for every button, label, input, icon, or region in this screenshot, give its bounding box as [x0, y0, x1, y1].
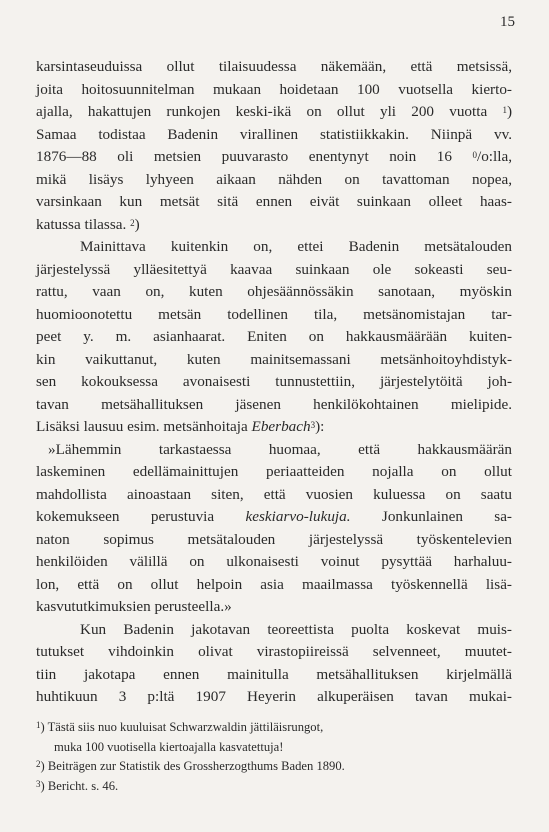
page-number: 15 [500, 14, 515, 30]
text-run: naton sopimus metsätalouden järjestelyssä työskentelevien [36, 530, 512, 548]
text-line [36, 641, 512, 664]
text-line [36, 56, 512, 79]
text-run: järjestelyssä ylläesitettyä kaavaa suinkaan ole sokeasti seu- [36, 260, 512, 278]
text-line [36, 416, 512, 439]
text-line [36, 596, 512, 619]
text-run: lon, että on ollut helpoin asia maailmassa työskennellä lisä- [36, 575, 512, 593]
text-run: kokemukseen perustuvia [36, 508, 246, 525]
text-line [36, 124, 512, 147]
text-line [36, 574, 512, 597]
text-run: mahdollista ainoastaan siten, että vuosien kuluessa on saatu [36, 485, 512, 503]
footnotes [36, 718, 512, 796]
body-text [36, 56, 512, 709]
text-run: muka 100 vuotisella kiertoajalla kasvatettuja! [54, 739, 284, 754]
text-line [36, 101, 512, 124]
text-line [36, 686, 512, 709]
text-run: Eberbach [251, 418, 311, 435]
text-line [36, 394, 512, 417]
text-run: ): [315, 418, 325, 435]
text-run: laskeminen edellämainittujen periaatteiden nojalla on ollut [36, 463, 512, 480]
text-run: tiin jakotapa ennen mainitulla metsähallituksen kirjelmällä [36, 665, 512, 683]
text-run: tutukset vihdoinkin olivat virastopiireissä selvenneet, muutet- [36, 643, 512, 660]
text-run: huomioonotettu metsän todellinen tila, metsänomistajan tar- [36, 305, 512, 323]
text-line [36, 506, 512, 529]
footnote-marker: 2 [130, 217, 135, 228]
footnote-line [36, 738, 512, 758]
text-line [36, 79, 512, 102]
text-run: Mainittava kuitenkin on, ettei Badenin metsätalouden [80, 238, 512, 255]
text-run: ) [506, 103, 512, 120]
text-line [36, 484, 512, 507]
text-run: ajalla, hakattujen runkojen keski-ikä on ollut yli 200 vuotta [36, 103, 503, 120]
text-run: ) Tästä siis nuo kuuluisat Schwarzwaldin jättiläisrungot, [40, 720, 324, 734]
text-line [36, 326, 512, 349]
text-run: katussa tilassa. [36, 215, 131, 233]
footnote-line [36, 777, 512, 797]
text-run: ) Beiträgen zur Statistik des Grossherzogthums Baden 1890. [40, 759, 345, 773]
text-run: keskiarvo-lukuja. [245, 508, 351, 525]
text-run: ) Bericht. s. 46. [40, 778, 119, 793]
text-run: joita hoitosuunnitelman mukaan hoidetaan 100 vuotsella kierto- [36, 80, 512, 98]
text-run: kasvututkimuksien perusteella.» [36, 598, 232, 615]
text-run: tavan metsähallituksen jäsenen henkilökohtainen mielipide. [36, 395, 512, 413]
text-line [36, 664, 512, 687]
text-line [36, 529, 512, 552]
footnote-marker: 3 [36, 778, 41, 789]
text-line [36, 551, 512, 574]
text-line [36, 304, 512, 327]
text-line [36, 169, 512, 192]
text-line [36, 349, 512, 372]
text-run: rattu, vaan on, kuten ohjesäännössäkin sanotaan, myöskin [36, 283, 512, 300]
footnote-line [36, 757, 512, 777]
footnote-marker: 2 [36, 759, 41, 769]
text-run: Samaa todistaa Badenin virallinen statistiikkakin. Niinpä vv. [36, 125, 512, 143]
text-run: 1876—88 oli metsien puuvarasto enentynyt noin 16 [36, 148, 473, 165]
text-run: kin vaikuttanut, kuten mainitsemassani metsänhoitoyhdistyk- [36, 350, 512, 368]
text-line [36, 259, 512, 282]
text-line [36, 191, 512, 214]
footnote-marker: 1 [502, 105, 507, 115]
footnote-marker: 0 [472, 150, 477, 160]
text-run: karsintaseuduissa ollut tilaisuudessa näkemään, että metsissä, [36, 58, 512, 75]
text-line [36, 619, 512, 642]
text-run: sen kokouksessa avonaisesti tunnustettiin, järjestelytöitä joh- [36, 373, 512, 390]
text-run: Jonkunlainen sa- [350, 508, 512, 525]
text-run: Lisäksi lausuu esim. metsänhoitaja [36, 418, 252, 435]
text-line [36, 371, 512, 394]
footnote-marker: 1 [36, 720, 41, 730]
footnote-line [36, 718, 512, 738]
text-line [36, 439, 512, 462]
text-run: ) [134, 215, 140, 233]
text-run: peet y. m. asianhaarat. Eniten on hakkausmäärään kuiten- [36, 328, 512, 345]
text-run: huhtikuun 3 p:ltä 1907 Heyerin alkuperäisen tavan mukai- [36, 688, 512, 705]
text-line [36, 236, 512, 259]
text-line [36, 146, 512, 169]
text-line [36, 461, 512, 484]
text-run: henkilöiden välillä on ulkonaisesti voinut pysyttää harhaluu- [36, 553, 512, 570]
footnote-marker: 3 [310, 420, 316, 430]
text-run: »Lähemmin tarkastaessa huomaa, että hakkausmäärän [48, 440, 512, 458]
text-run: Kun Badenin jakotavan teoreettista puolta koskevat muis- [80, 620, 512, 638]
text-line [36, 281, 512, 304]
text-run: /o:lla, [476, 148, 512, 165]
text-run: mikä lisäys lyhyeen aikaan nähden on tavattoman nopea, [36, 170, 512, 188]
text-run: varsinkaan kun metsät sitä ennen eivät suinkaan olleet haas- [36, 193, 512, 210]
text-line [36, 214, 512, 237]
